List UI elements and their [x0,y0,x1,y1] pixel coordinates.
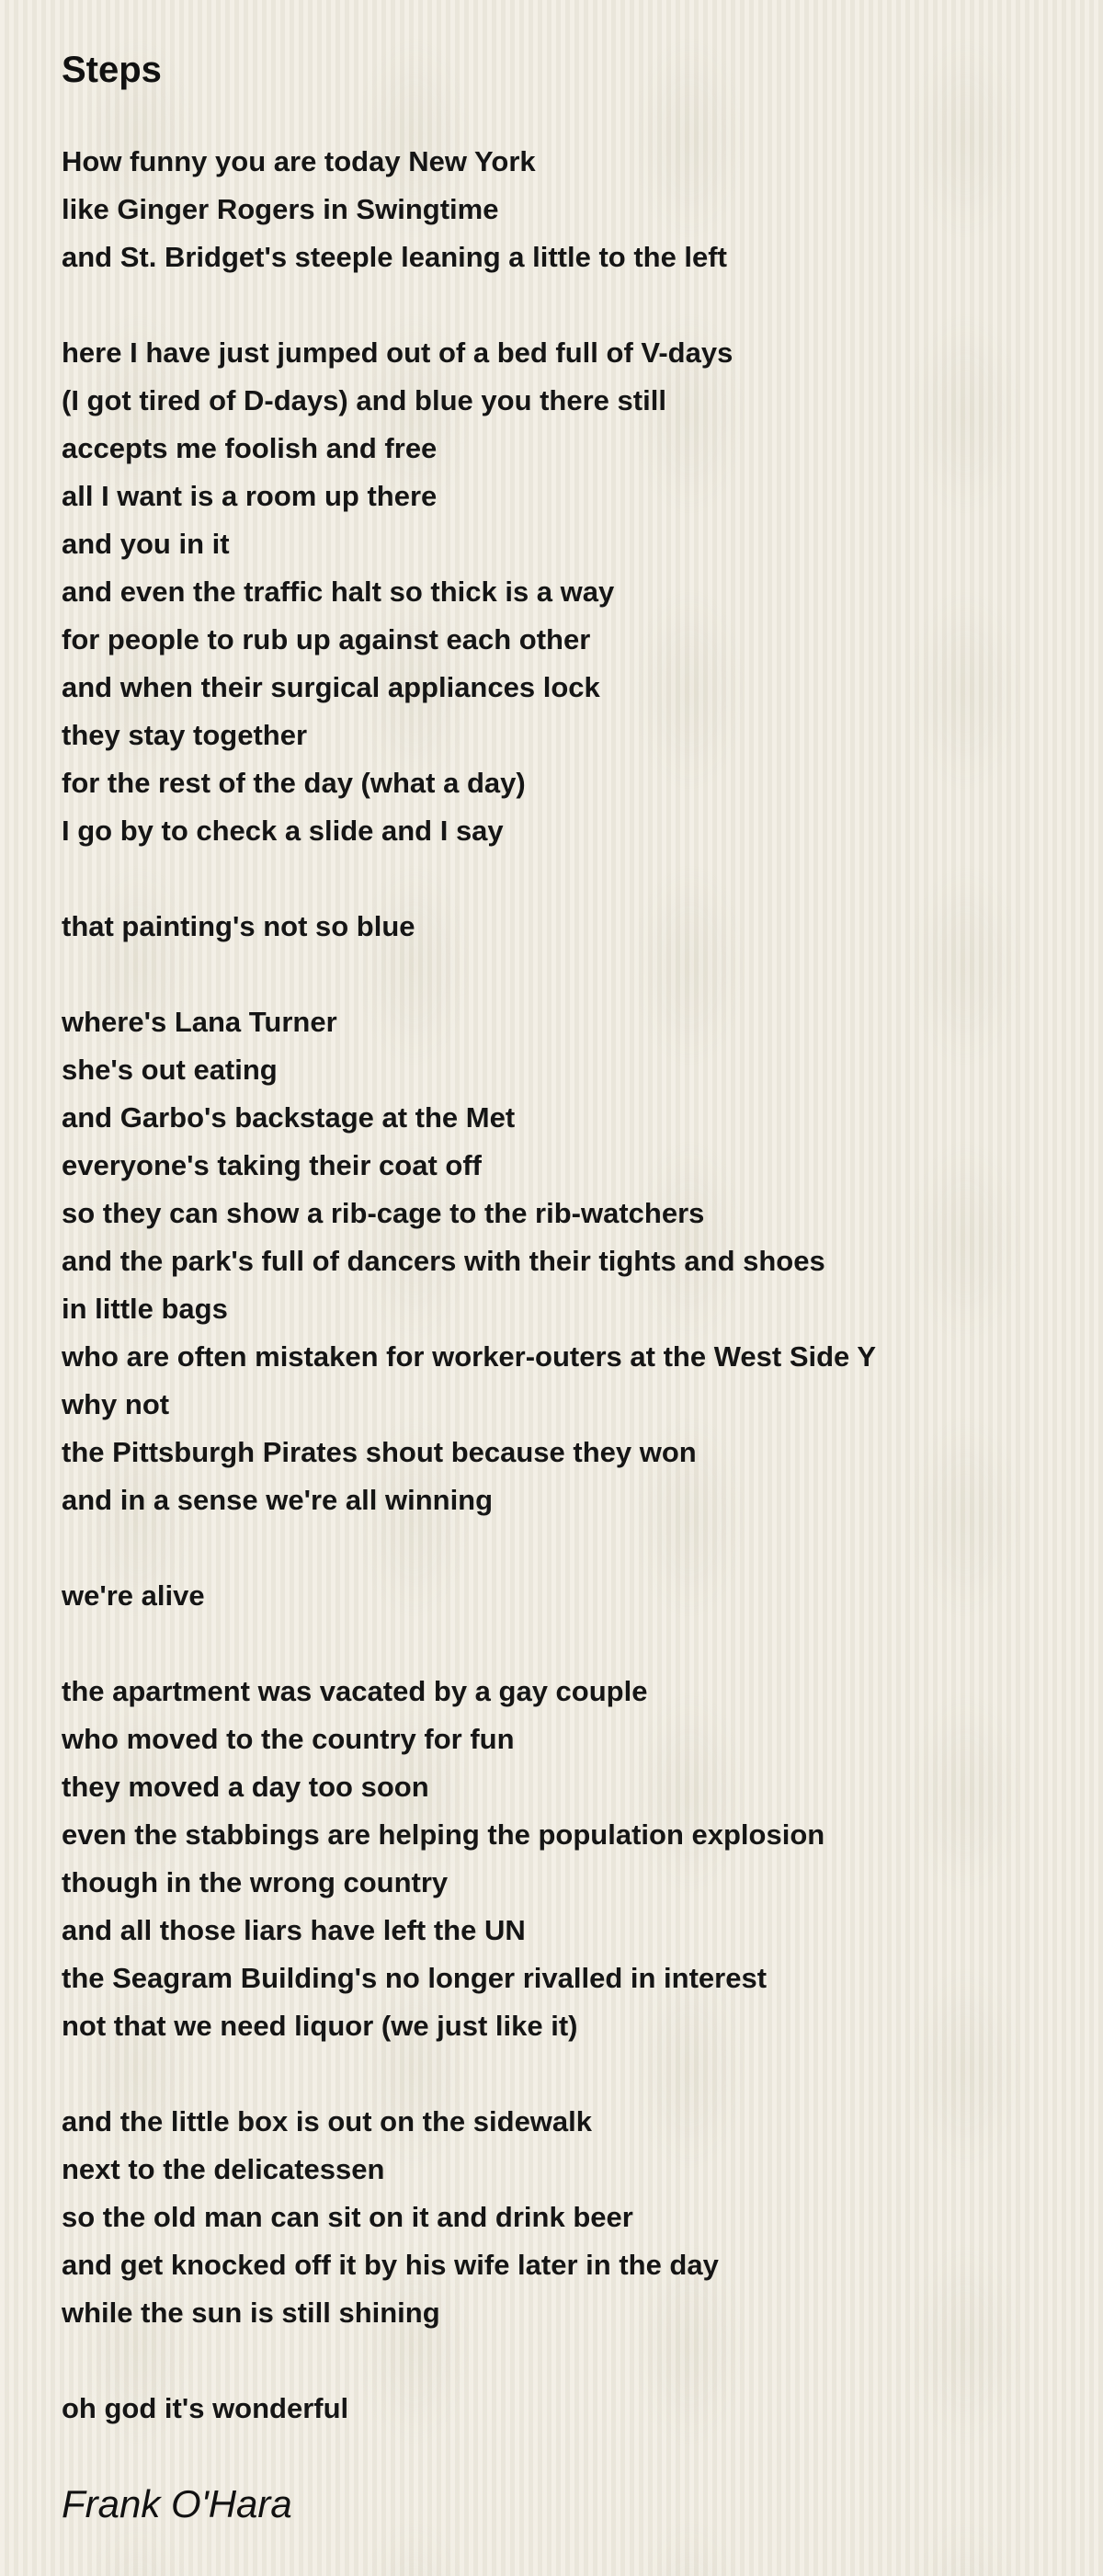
stanza [62,903,876,951]
poem-line: who are often mistaken for worker-outers at the West Side Y [62,1340,877,1373]
stanza [62,1572,876,1620]
poem-line: and Garbo's backstage at the Met [62,1101,516,1134]
poem-line: like Ginger Rogers in Swingtime [62,193,499,225]
poem-line: oh god it's wonderful [62,2392,349,2424]
poem-line: and all those liars have left the UN [62,1914,526,1946]
stanza [62,1668,876,2050]
poem-line: accepts me foolish and free [62,432,438,464]
poem-author: Frank O'Hara [62,2482,292,2525]
poem-line: How funny you are today New York [62,145,536,177]
stanza [62,2385,876,2433]
poem-line: and St. Bridget's steeple leaning a little to the left [62,241,727,273]
poem-line: so they can show a rib-cage to the rib-watchers [62,1197,705,1229]
poem-line: we're alive [62,1579,205,1612]
poem-line: they moved a day too soon [62,1771,429,1803]
poem-line: the Seagram Building's no longer rivalled in interest [62,1962,768,1994]
poem-line: and the little box is out on the sidewalk [62,2105,593,2137]
stanza [62,998,876,1524]
poem-line: that painting's not so blue [62,910,415,942]
poem-title: Steps [62,50,162,90]
poem-line: the apartment was vacated by a gay couple [62,1675,648,1707]
stanza [62,2098,876,2337]
poem-line: even the stabbings are helping the population explosion [62,1818,825,1851]
poem-line: so the old man can sit on it and drink beer [62,2201,633,2233]
poem-line: next to the delicatessen [62,2153,385,2185]
poem-line: and the park's full of dancers with their tights and shoes [62,1245,825,1277]
poem-line: though in the wrong country [62,1866,449,1898]
poem-line: where's Lana Turner [62,1006,337,1038]
poem-line: she's out eating [62,1054,278,1086]
poem-line: for people to rub up against each other [62,623,591,655]
poem-line: the Pittsburgh Pirates shout because they won [62,1436,697,1468]
poem-line: (I got tired of D-days) and blue you there still [62,384,666,416]
poem-line: for the rest of the day (what a day) [62,767,526,799]
poem-line: and you in it [62,528,230,560]
poem-line: they stay together [62,719,308,751]
poem-line: all I want is a room up there [62,480,438,512]
stanza [62,329,876,855]
poem-line: why not [62,1388,170,1420]
poem-line: not that we need liquor (we just like it) [62,2010,578,2042]
poem-line: in little bags [62,1293,228,1325]
poem-line: and when their surgical appliances lock [62,671,600,703]
poem-line: while the sun is still shining [62,2297,440,2329]
poem-line: here I have just jumped out of a bed full of V-days [62,336,733,369]
poem-line: and in a sense we're all winning [62,1484,494,1516]
poem-line: and get knocked off it by his wife later in the day [62,2249,719,2281]
poem-line: and even the traffic halt so thick is a way [62,576,615,608]
poem-line: I go by to check a slide and I say [62,815,504,847]
poem-line: who moved to the country for fun [62,1723,515,1755]
poem-body [62,138,876,2480]
stanza [62,138,876,281]
poem-line: everyone's taking their coat off [62,1149,482,1181]
